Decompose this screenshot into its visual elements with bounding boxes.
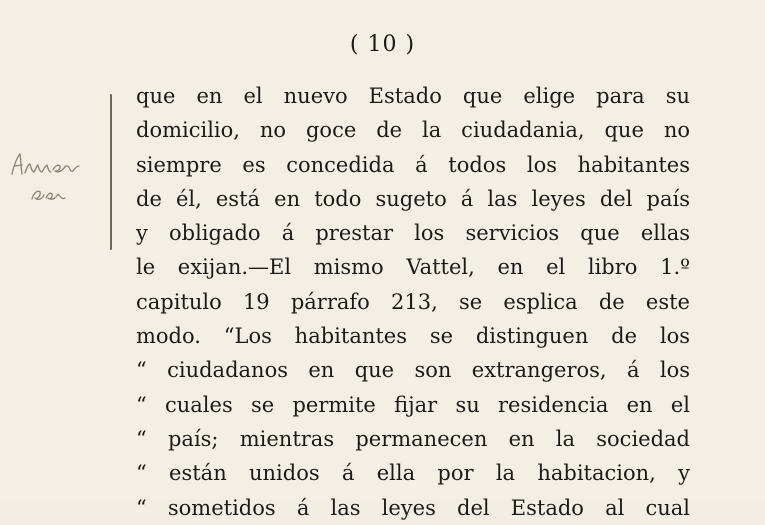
text-line: modo. “Los habitantes se distinguen de los xyxy=(136,324,690,349)
text-line: capitulo 19 párrafo 213, se esplica de este xyxy=(136,289,690,314)
text-line: “ país; mientras permanecen en la sociedad xyxy=(136,426,690,451)
handwritten-margin-note xyxy=(10,146,100,216)
text-line: y obligado á prestar los servicios que ellas xyxy=(136,221,690,246)
handwritten-annotation-image xyxy=(10,146,100,216)
text-line: le exijan.—El mismo Vattel, en el libro 1.º xyxy=(136,255,690,280)
text-line: “ ciudadanos en que son extrangeros, á los xyxy=(136,358,690,383)
text-line: domicilio, no goce de la ciudadania, que no xyxy=(136,118,690,143)
text-line: “ sometidos á las leyes del Estado al cual xyxy=(136,495,690,520)
text-line: “ están unidos á ella por la habitacion, y xyxy=(136,461,690,486)
margin-marker-line xyxy=(110,94,112,250)
text-line: de él, está en todo sugeto á las leyes del país xyxy=(136,186,690,211)
text-line: “ cuales se permite fijar su residencia en el xyxy=(136,392,690,417)
text-line: siempre es concedida á todos los habitantes xyxy=(136,152,690,177)
page-number: ( 10 ) xyxy=(349,32,416,57)
text-line: que en el nuevo Estado que elige para su xyxy=(136,84,690,108)
body-text-block xyxy=(136,79,690,525)
